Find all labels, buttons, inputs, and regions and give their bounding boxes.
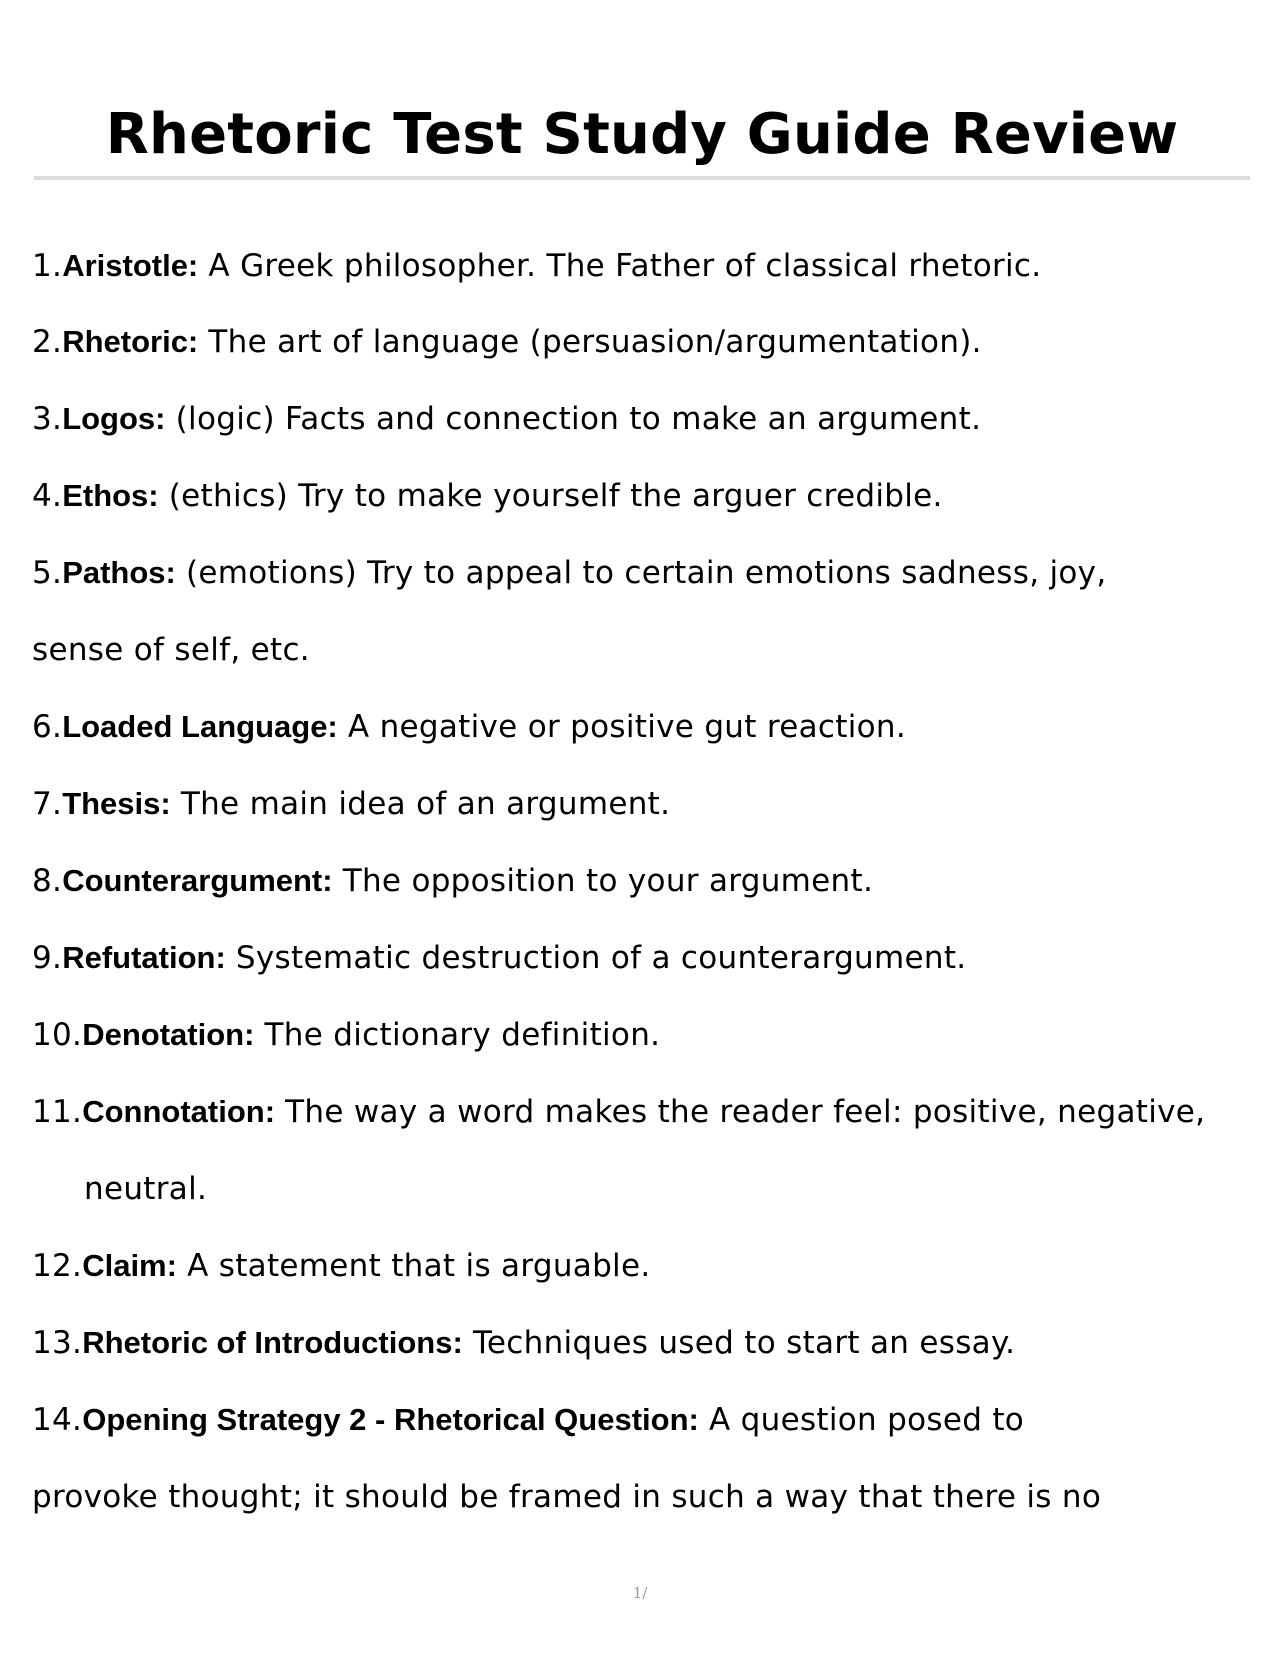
item-term: Denotation: bbox=[82, 1017, 255, 1052]
item-term: Rhetoric of Introductions: bbox=[82, 1325, 463, 1360]
item-term: Thesis: bbox=[62, 786, 171, 821]
item-term: Refutation: bbox=[62, 940, 226, 975]
list-item-continuation: provoke thought; it should be framed in such a way that there is no bbox=[32, 1479, 1102, 1515]
list-item bbox=[32, 476, 943, 516]
item-term: Ethos: bbox=[62, 478, 159, 513]
list-item bbox=[32, 1400, 1024, 1440]
list-item bbox=[32, 246, 1041, 286]
item-definition: The main idea of an argument. bbox=[170, 786, 671, 822]
item-term: Claim: bbox=[82, 1248, 177, 1283]
item-number: 10. bbox=[32, 1017, 83, 1053]
item-number: 13. bbox=[32, 1325, 83, 1361]
item-number: 2. bbox=[32, 324, 63, 360]
item-definition: A statement that is arguable. bbox=[176, 1248, 651, 1284]
item-definition: Systematic destruction of a counterargument. bbox=[225, 940, 967, 976]
list-item bbox=[32, 938, 966, 978]
item-term: Opening Strategy 2 - Rhetorical Question: bbox=[82, 1402, 699, 1437]
item-term: Rhetoric: bbox=[62, 324, 199, 359]
item-number: 5. bbox=[32, 555, 63, 591]
item-definition: A Greek philosopher. The Father of classical rhetoric. bbox=[198, 248, 1042, 284]
item-definition: (ethics) Try to make yourself the arguer credible. bbox=[158, 478, 943, 514]
item-number: 1. bbox=[32, 248, 63, 284]
list-item bbox=[32, 1323, 1015, 1363]
page-number: 1/ bbox=[632, 1584, 648, 1602]
list-item bbox=[32, 399, 981, 439]
item-term: Pathos: bbox=[62, 555, 176, 590]
item-number: 7. bbox=[32, 786, 63, 822]
item-term: Counterargument: bbox=[62, 863, 333, 898]
list-item bbox=[32, 1092, 1205, 1132]
list-item bbox=[32, 707, 906, 747]
list-item-continuation: neutral. bbox=[84, 1171, 208, 1207]
item-number: 8. bbox=[32, 863, 63, 899]
item-definition: Techniques used to start an essay. bbox=[462, 1325, 1016, 1361]
item-number: 6. bbox=[32, 709, 63, 745]
item-definition: A question posed to bbox=[698, 1402, 1025, 1438]
item-definition: A negative or positive gut reaction. bbox=[337, 709, 906, 745]
item-definition: The dictionary definition. bbox=[254, 1017, 661, 1053]
item-number: 11. bbox=[32, 1094, 83, 1130]
item-term: Loaded Language: bbox=[62, 709, 338, 744]
item-definition: The art of language (persuasion/argumentation). bbox=[198, 324, 982, 360]
item-term: Aristotle: bbox=[62, 248, 199, 283]
item-number: 14. bbox=[32, 1402, 83, 1438]
item-number: 9. bbox=[32, 940, 63, 976]
item-term: Logos: bbox=[62, 401, 166, 436]
item-number: 4. bbox=[32, 478, 63, 514]
item-definition: (emotions) Try to appeal to certain emotions sadness, joy, bbox=[175, 555, 1107, 591]
item-definition: The opposition to your argument. bbox=[332, 863, 874, 899]
item-number: 3. bbox=[32, 401, 63, 437]
item-definition: The way a word makes the reader feel: positive, negative, bbox=[275, 1094, 1206, 1130]
list-item bbox=[32, 784, 670, 824]
list-item bbox=[32, 1015, 660, 1055]
list-item bbox=[32, 553, 1107, 593]
list-item bbox=[32, 1246, 650, 1286]
item-definition: (logic) Facts and connection to make an argument. bbox=[165, 401, 982, 437]
list-item bbox=[32, 861, 873, 901]
title-divider bbox=[34, 176, 1250, 180]
list-item bbox=[32, 322, 982, 362]
page-title: Rhetoric Test Study Guide Review bbox=[105, 102, 1179, 167]
item-term: Connotation: bbox=[82, 1094, 276, 1129]
item-number: 12. bbox=[32, 1248, 83, 1284]
list-item-continuation: sense of self, etc. bbox=[32, 632, 310, 668]
